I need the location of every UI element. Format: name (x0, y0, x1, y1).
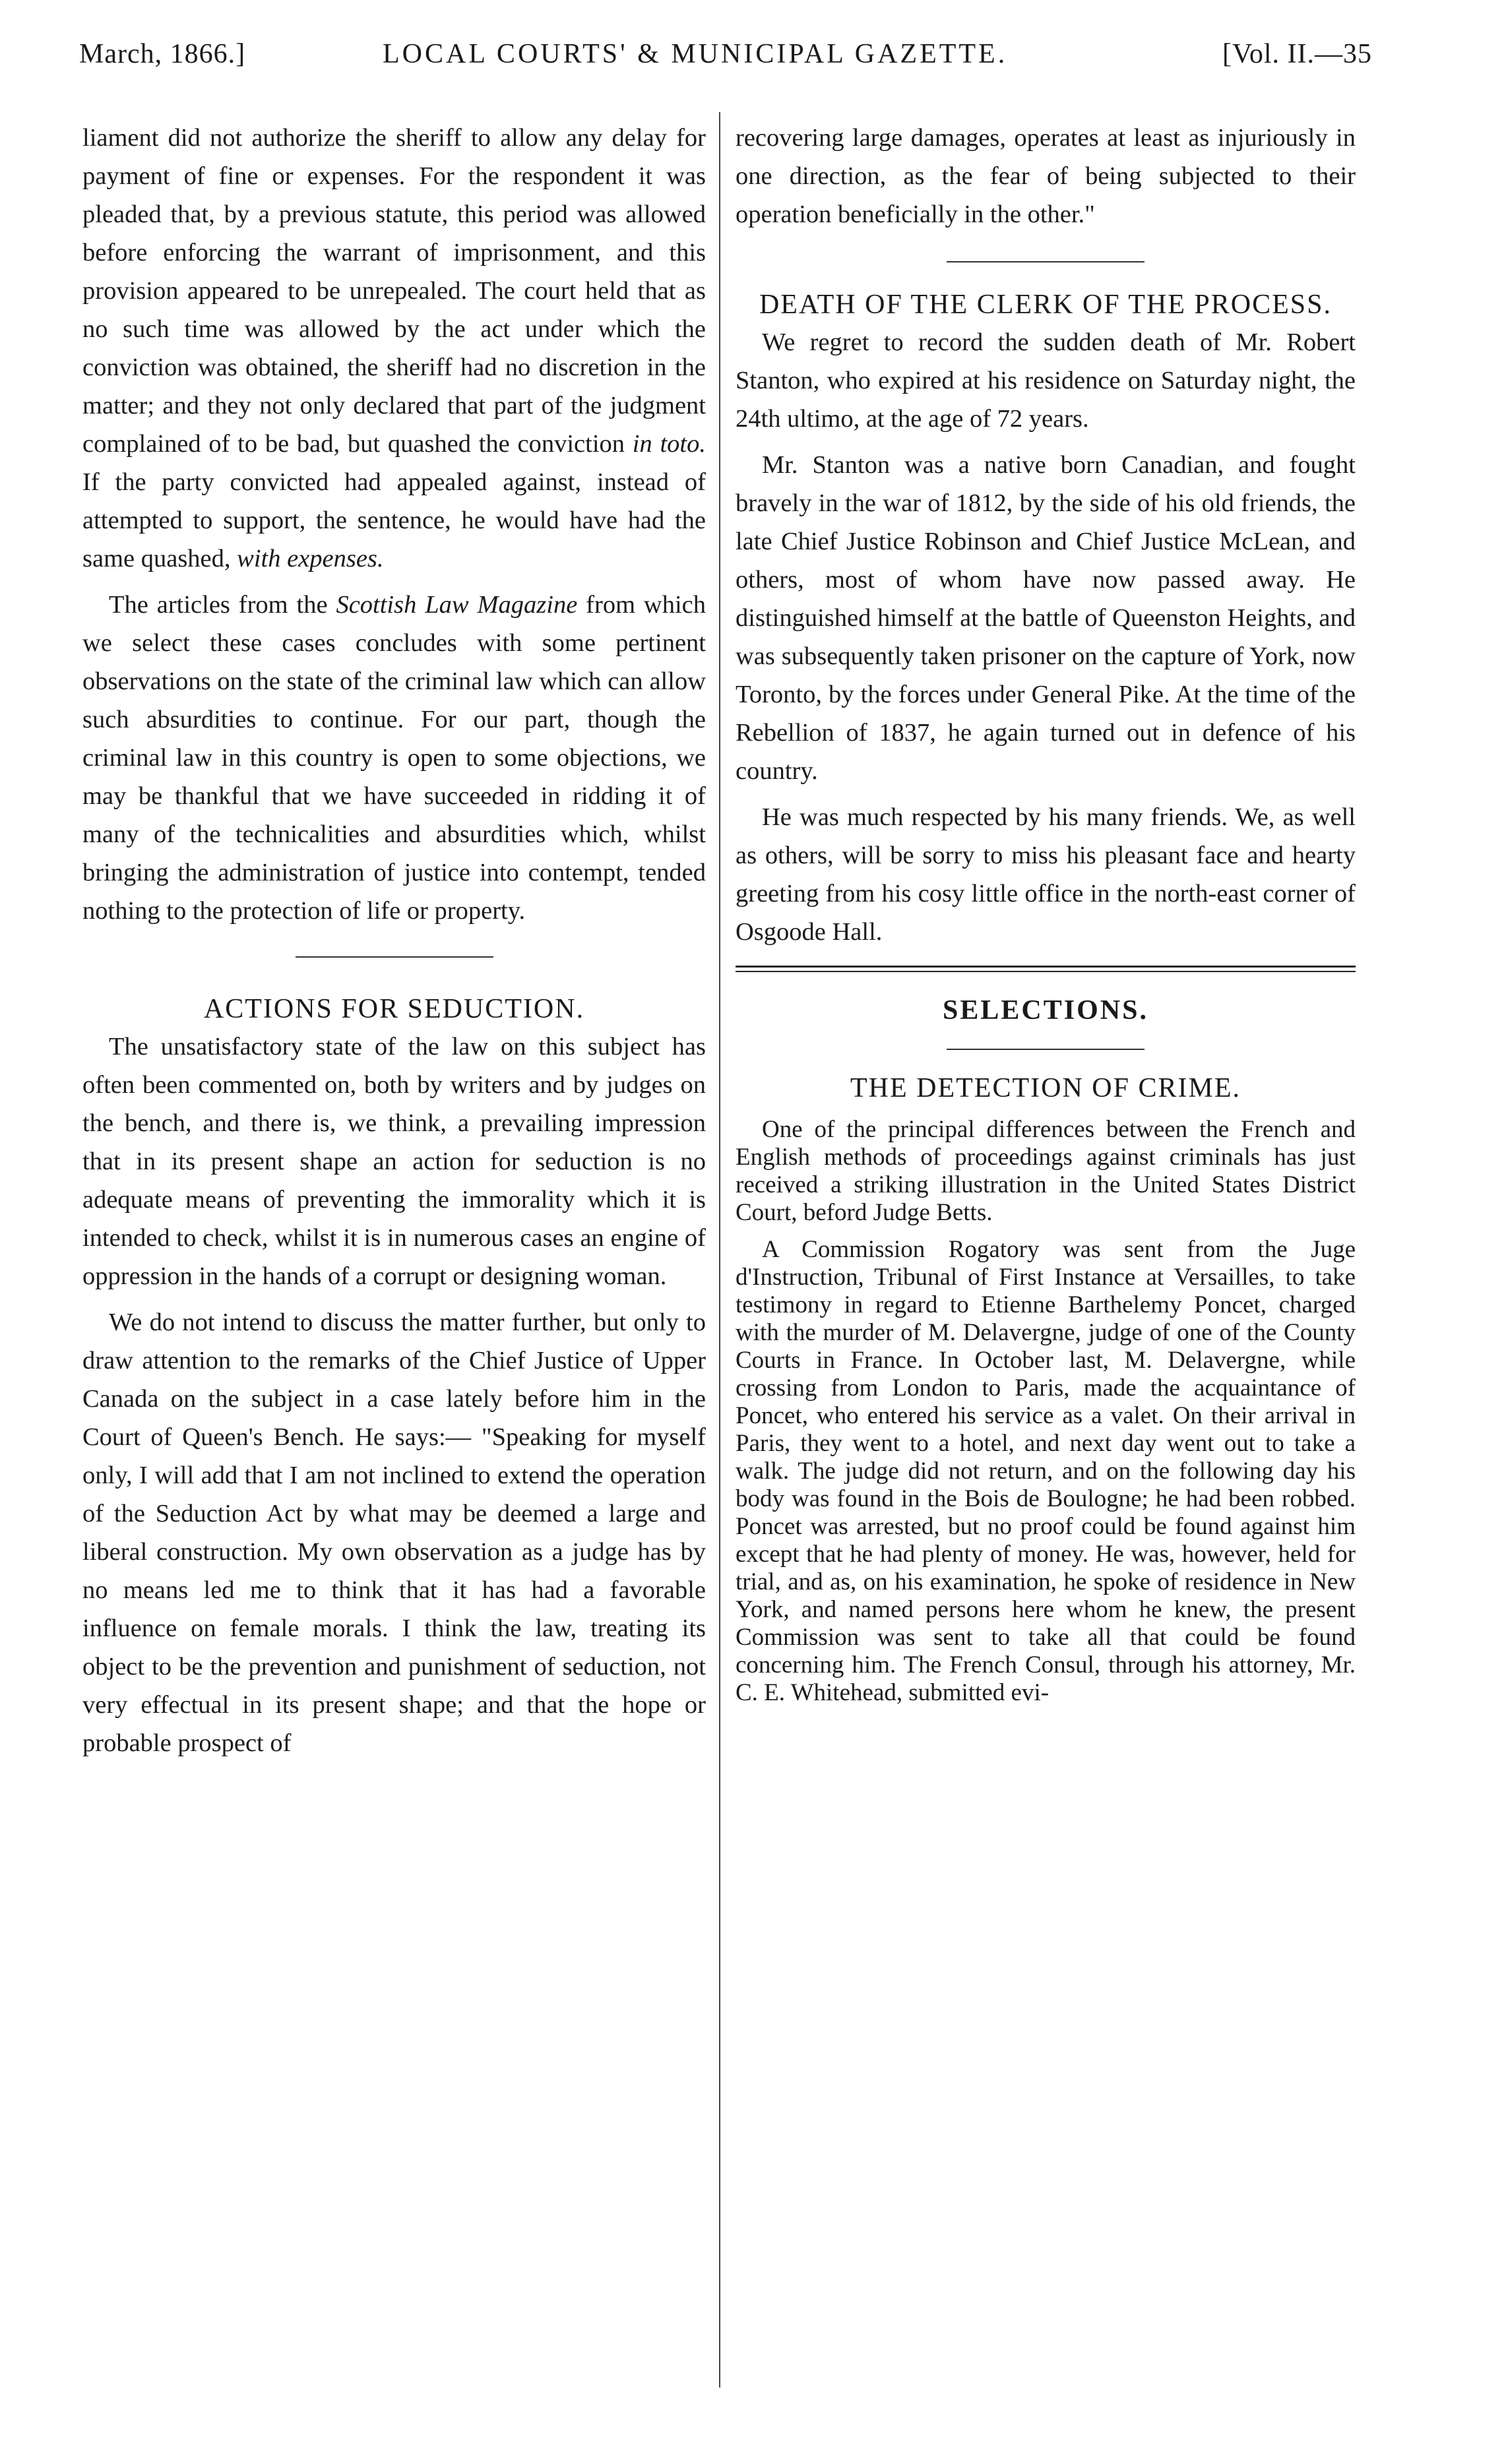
left-column (82, 119, 706, 1770)
left-paragraph-1: liament did not authorize the sheriff to allow any delay for payment of fine or expenses. For the respondent it was pleaded that, by a previous statute, this period was allowed before enforcing the warrant of imprisonment, and this provision appeared to be unrepealed. The court held that as no such time was allowed by the act under which the conviction was obtained, the sheriff had no discretion in the matter; and they not only declared that part of the judgment complained of to be bad, but quashed the conviction in toto. If the party convicted had appealed against, instead of attempted to support, the sentence, he would have had the same quashed, with expenses. (82, 124, 706, 572)
italic-in-toto: in toto. (632, 430, 706, 458)
heading-detection-of-crime: THE DETECTION OF CRIME. (850, 1073, 1241, 1103)
left-paragraph-3: The unsatisfactory state of the law on this subject has often been commented on, both by writers and by judges on the bench, and there is, we think, a prevailing impression that in its present shape an action for seduction is no adequate means of preventing the immorality which it is intended to check, whilst it is in numerous cases an engine of oppression in the hands of a corrupt or designing woman. (82, 1033, 706, 1290)
right-paragraph-4: He was much respected by his many friends. We, as well as others, will be sorry to miss his pleasant face and hearty greeting from his cosy little office in the north-east corner of Osgoode Hall. (736, 803, 1356, 946)
right-paragraph-3: Mr. Stanton was a native born Canadian, and fought bravely in the war of 1812, by the side of his old friends, the late Chief Justice Robinson and Chief Justice McLean, and others, most of whom have now passed away. He distinguished himself at the battle of Queenston Heights, and was subsequently taken prisoner on the capture of York, now Toronto, by the forces under General Pike. At the time of the Rebellion of 1837, he again turned out in defence of his country. (736, 451, 1356, 785)
selections-title: SELECTIONS. (943, 995, 1148, 1026)
right-paragraph-5: One of the principal differences between the French and English methods of proceedings against criminals has just received a striking illustration in the United States District Court, beford Judge Betts. (736, 1116, 1356, 1226)
section-rule (296, 956, 493, 958)
section-rule (947, 1049, 1145, 1050)
right-column (736, 119, 1356, 1716)
page-header (79, 38, 1372, 91)
left-paragraph-2: The articles from the Scottish Law Magazine from which we select these cases concludes with some pertinent observations on the state of the criminal law which can allow such absurdities to continue. For our part, though the criminal law in this country is open to some objections, we may be thankful that we have succeeded in ridding it of many of the technicalities and absurdities which, whilst bringing the administration of justice into contempt, tended nothing to the protection of life or property. (82, 591, 706, 925)
right-paragraph-6: A Commission Rogatory was sent from the Juge d'Instruction, Tribunal of First Instance at Versailles, to take testimony in regard to Etienne Barthelemy Poncet, charged with the murder of M. Delavergne, judge of one of the County Courts in France. In October last, M. Delavergne, while crossing from London to Paris, made the acquaintance of Poncet, who entered his service as a valet. On their arrival in Paris, they went to a hotel, and next day went out to take a walk. The judge did not return, and on the following day his body was found in the Bois de Boulogne; he had been robbed. Poncet was arrested, but no proof could be found against him except that he had plenty of money. He was, however, held for trial, and as, on his examination, he spoke of residence in New York, and named persons here whom he knew, the present Commission was sent to take all that could be found concerning him. The French Consul, through his attorney, Mr. C. E. Whitehead, submitted evi- (736, 1236, 1356, 1706)
right-paragraph-2: We regret to record the sudden death of Mr. Robert Stanton, who expired at his residence on Saturday night, the 24th ultimo, at the age of 72 years. (736, 328, 1356, 433)
double-rule (736, 966, 1356, 972)
header-volume: [Vol. II.—35 (1222, 39, 1372, 69)
left-paragraph-4: We do not intend to discuss the matter further, but only to draw attention to the remarks of the Chief Justice of Upper Canada on the subject in a case lately before him in the Court of Queen's Bench. He says:— "Speaking for myself only, I will add that I am not inclined to extend the operation of the Seduction Act by what may be deemed a large and liberal construction. My own observation as a judge has by no means led me to think that it has had a favorable influence on female morals. I think the law, treating its object to be the prevention and punishment of seduction, not very effectual in its present shape; and that the hope or probable prospect of (82, 1309, 706, 1757)
section-rule (947, 261, 1145, 262)
header-title: LOCAL COURTS' & MUNICIPAL GAZETTE. (383, 39, 1008, 69)
column-divider (719, 112, 720, 2387)
heading-death-of-clerk: DEATH OF THE CLERK OF THE PROCESS. (759, 290, 1333, 320)
right-paragraph-1: recovering large damages, operates at least as injuriously in one direction, as the fear of being subjected to their operation beneficially in the other." (736, 124, 1356, 228)
header-date: March, 1866.] (79, 39, 246, 69)
italic-with-expenses: with expenses. (237, 545, 384, 572)
italic-magazine-name: Scottish Law Magazine (336, 591, 578, 619)
heading-actions-for-seduction: ACTIONS FOR SEDUCTION. (203, 994, 585, 1024)
